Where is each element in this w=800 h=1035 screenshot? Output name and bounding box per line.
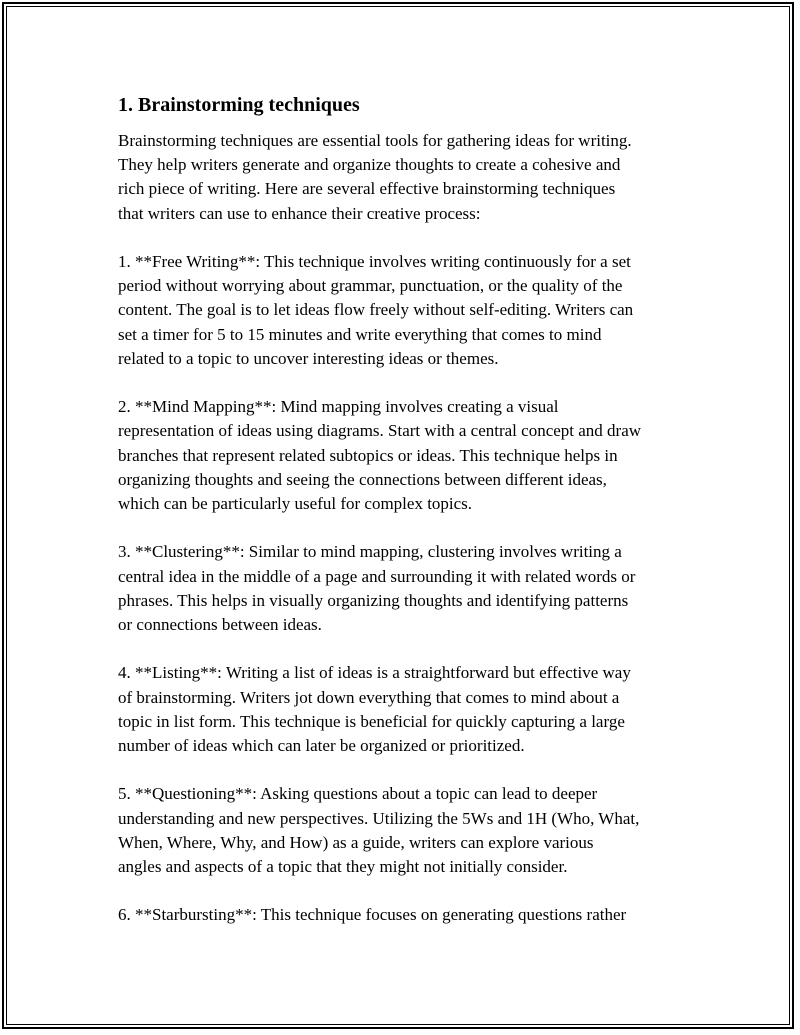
section-heading: 1. Brainstorming techniques xyxy=(118,94,360,116)
starbursting-paragraph: 6. **Starbursting**: This technique focuses on generating questions rather xyxy=(118,905,627,925)
intro-paragraph: Brainstorming techniques are essential tools for gathering ideas for writing. They help writers generate and organize thoughts to create a cohesive and rich piece of writing. Here are several effective brainstorming techniques that writers can use to enhance their creative process: xyxy=(118,131,632,223)
clustering-paragraph: 3. **Clustering**: Similar to mind mapping, clustering involves writing a central idea in the middle of a page and surrounding it with related words or phrases. This helps in visually organizing thoughts and identifying patterns or connections between ideas. xyxy=(118,542,636,635)
listing-paragraph: 4. **Listing**: Writing a list of ideas is a straightforward but effective way of brainstorming. Writers jot down everything that comes to mind about a topic in list form. This technique is beneficial for quickly capturing a large number of ideas which can later be organized or prioritized. xyxy=(118,663,631,756)
free-writing-paragraph: 1. **Free Writing**: This technique involves writing continuously for a set period without worrying about grammar, punctuation, or the quality of the content. The goal is to let ideas flow freely without self-editing. Writers can set a timer for 5 to 15 minutes and write everything that comes to mind related to a topic to uncover interesting ideas or themes. xyxy=(118,252,634,368)
questioning-paragraph: 5. **Questioning**: Asking questions about a topic can lead to deeper understanding and new perspectives. Utilizing the 5Ws and 1H (Who, What, When, Where, Why, and How) as a guide, writers can explore various angles and aspects of a topic that they might not initially consider. xyxy=(118,784,640,877)
document-body xyxy=(118,92,698,952)
mind-mapping-paragraph: 2. **Mind Mapping**: Mind mapping involves creating a visual representation of ideas using diagrams. Start with a central concept and draw branches that represent related subtopics or ideas. This technique helps in organizing thoughts and seeing the connections between different ideas, which can be particularly useful for complex topics. xyxy=(118,397,642,514)
